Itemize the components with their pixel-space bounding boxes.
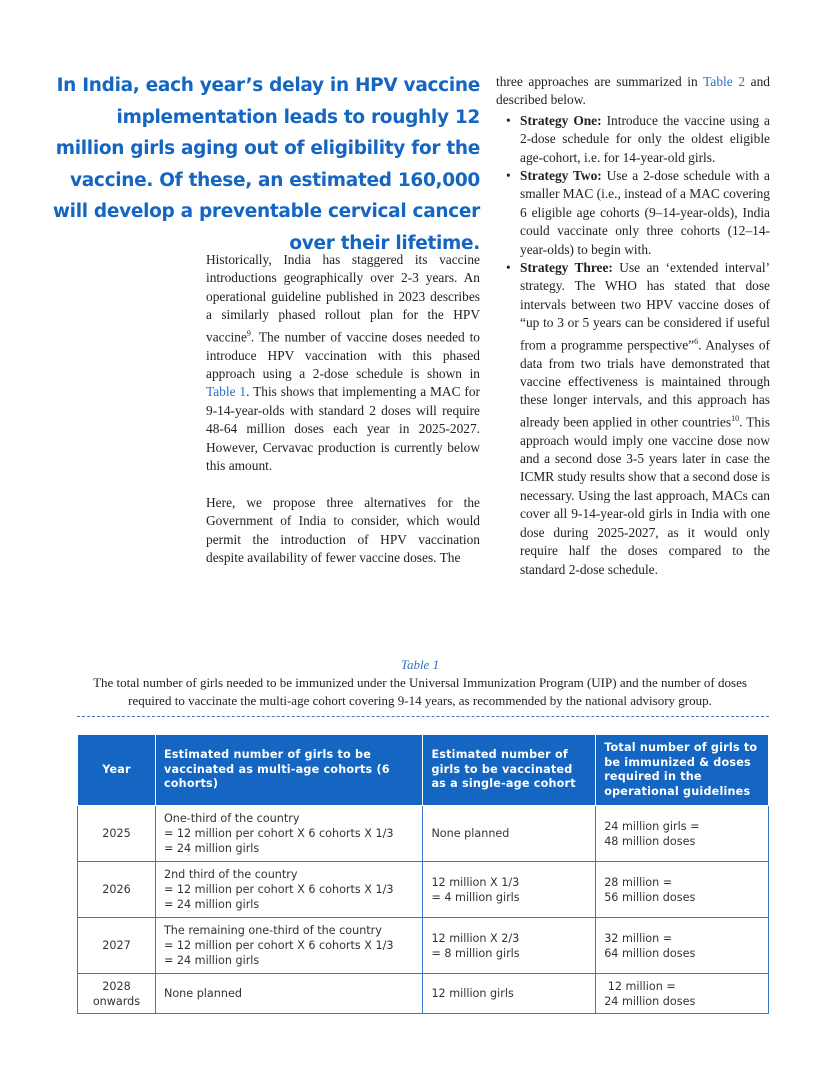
right-intro: three approaches are summarized in Table 2 and described below. <box>496 74 771 108</box>
cell-year: 2025 <box>78 806 156 862</box>
cell-total: 28 million = 56 million doses <box>596 862 769 918</box>
cell-single-age: None planned <box>423 806 596 862</box>
strategy-list <box>496 112 770 579</box>
cell-multi-age: One-third of the country = 12 million per cohort X 6 cohorts X 1/3 = 24 million girls <box>155 806 422 862</box>
table-row <box>78 862 769 918</box>
footnote-ref: 9 <box>246 328 251 338</box>
table-2-link[interactable]: Table 2 <box>703 74 746 89</box>
right-column <box>496 73 770 579</box>
left-paragraph-2: Here, we propose three alternatives for the Government of India to consider, which would permit the introduction of HPV vaccination despite availability of fewer vaccine doses. The <box>206 494 480 565</box>
header-year: Year <box>78 735 156 806</box>
left-paragraph-1: Historically, India has staggered its vaccine introductions geographically over 2-3 years. An operational guideline published in 2023 describes a similarly phased rollout plan for the HPV vaccine$^9$. The number of vaccine doses needed to introduce HPV vaccination with this phased approach using a 2-dose schedule is shown in Table 1. This shows that implementing a MAC for 9-14-year-olds with standard 2 doses will require 48-64 million doses each year in 2025-2027. However, Cervavac production is currently below this amount. <box>206 252 481 473</box>
header-single-age: Estimated number of girls to be vaccinated as a single-age cohort <box>423 735 596 806</box>
table-row <box>78 974 769 1014</box>
table-row <box>78 806 769 862</box>
cell-single-age: 12 million X 2/3 = 8 million girls <box>423 918 596 974</box>
cell-single-age: 12 million X 1/3 = 4 million girls <box>423 862 596 918</box>
left-column <box>206 251 480 567</box>
table-caption-text: The total number of girls needed to be immunized under the Universal Immunization Program (UIP) and the number of doses required to vaccinate the multi-age cohort covering 9-14 years, as recommended by the national advisory group. <box>93 675 747 708</box>
cell-year: 2027 <box>78 918 156 974</box>
cell-year: 2026 <box>78 862 156 918</box>
cell-total: 32 million = 64 million doses <box>596 918 769 974</box>
table-header-row <box>78 735 769 806</box>
strategy-one-item: • Strategy One: Introduce the vaccine using a 2-dose schedule for only the oldest eligible age-cohort, i.e. for 14-year-old girls. <box>520 112 770 167</box>
table-title: Table 1 <box>400 657 440 672</box>
cell-multi-age: The remaining one-third of the country = 12 million per cohort X 6 cohorts X 1/3 = 24 million girls <box>155 918 422 974</box>
cell-single-age: 12 million girls <box>423 974 596 1014</box>
cell-total: 12 million = 24 million doses <box>596 974 769 1014</box>
data-table <box>77 734 769 1014</box>
cell-year: 2028 onwards <box>78 974 156 1014</box>
table-1-link[interactable]: Table 1 <box>206 384 247 400</box>
footnote-ref: 10 <box>731 413 740 423</box>
strategy-two-item: • Strategy Two: Use a 2-dose schedule with a smaller MAC (i.e., instead of a MAC covering 6 eligible age cohorts (9–14-year-olds), India could vaccinate only three cohorts (12–14-year-olds) to begin with. <box>520 167 770 259</box>
cell-multi-age: 2nd third of the country = 12 million per cohort X 6 cohorts X 1/3 = 24 million girls <box>155 862 422 918</box>
footnote-ref: 6 <box>694 336 699 346</box>
caption-divider <box>77 716 769 717</box>
header-total: Total number of girls to be immunized & doses required in the operational guidelines <box>596 735 769 806</box>
cell-total: 24 million girls = 48 million doses <box>596 806 769 862</box>
table-caption <box>70 656 770 709</box>
header-multi-age: Estimated number of girls to be vaccinated as multi-age cohorts (6 cohorts) <box>155 735 422 806</box>
table-row <box>78 918 769 974</box>
cell-multi-age: None planned <box>155 974 422 1014</box>
pull-quote: In India, each year’s delay in HPV vaccine implementation leads to roughly 12 million girls aging out of eligibility for the vaccine. Of these, an estimated 160,000 will develop a preventable cervical cancer over their lifetime. <box>52 75 480 254</box>
strategy-three-item: • Strategy Three: Use an ‘extended interval’ strategy. The WHO has stated that dose intervals between two HPV vaccine doses of “up to 3 or 5 years can be considered if useful from a programme perspective”$^6$. Analyses of data from two trials have demonstrated that vaccine effectiveness is maintained through these longer intervals, and this approach has already been applied in other countries$^{10}$. This approach would imply one vaccine dose now and a second dose 3-5 years later in case the ICMR study results show that a second dose is necessary. Using the last approach, MACs can cover all 9-14-year-old girls in India with one dose during 2025-2027, as it would only require half the doses compared to the standard 2-dose schedule. <box>520 259 770 579</box>
